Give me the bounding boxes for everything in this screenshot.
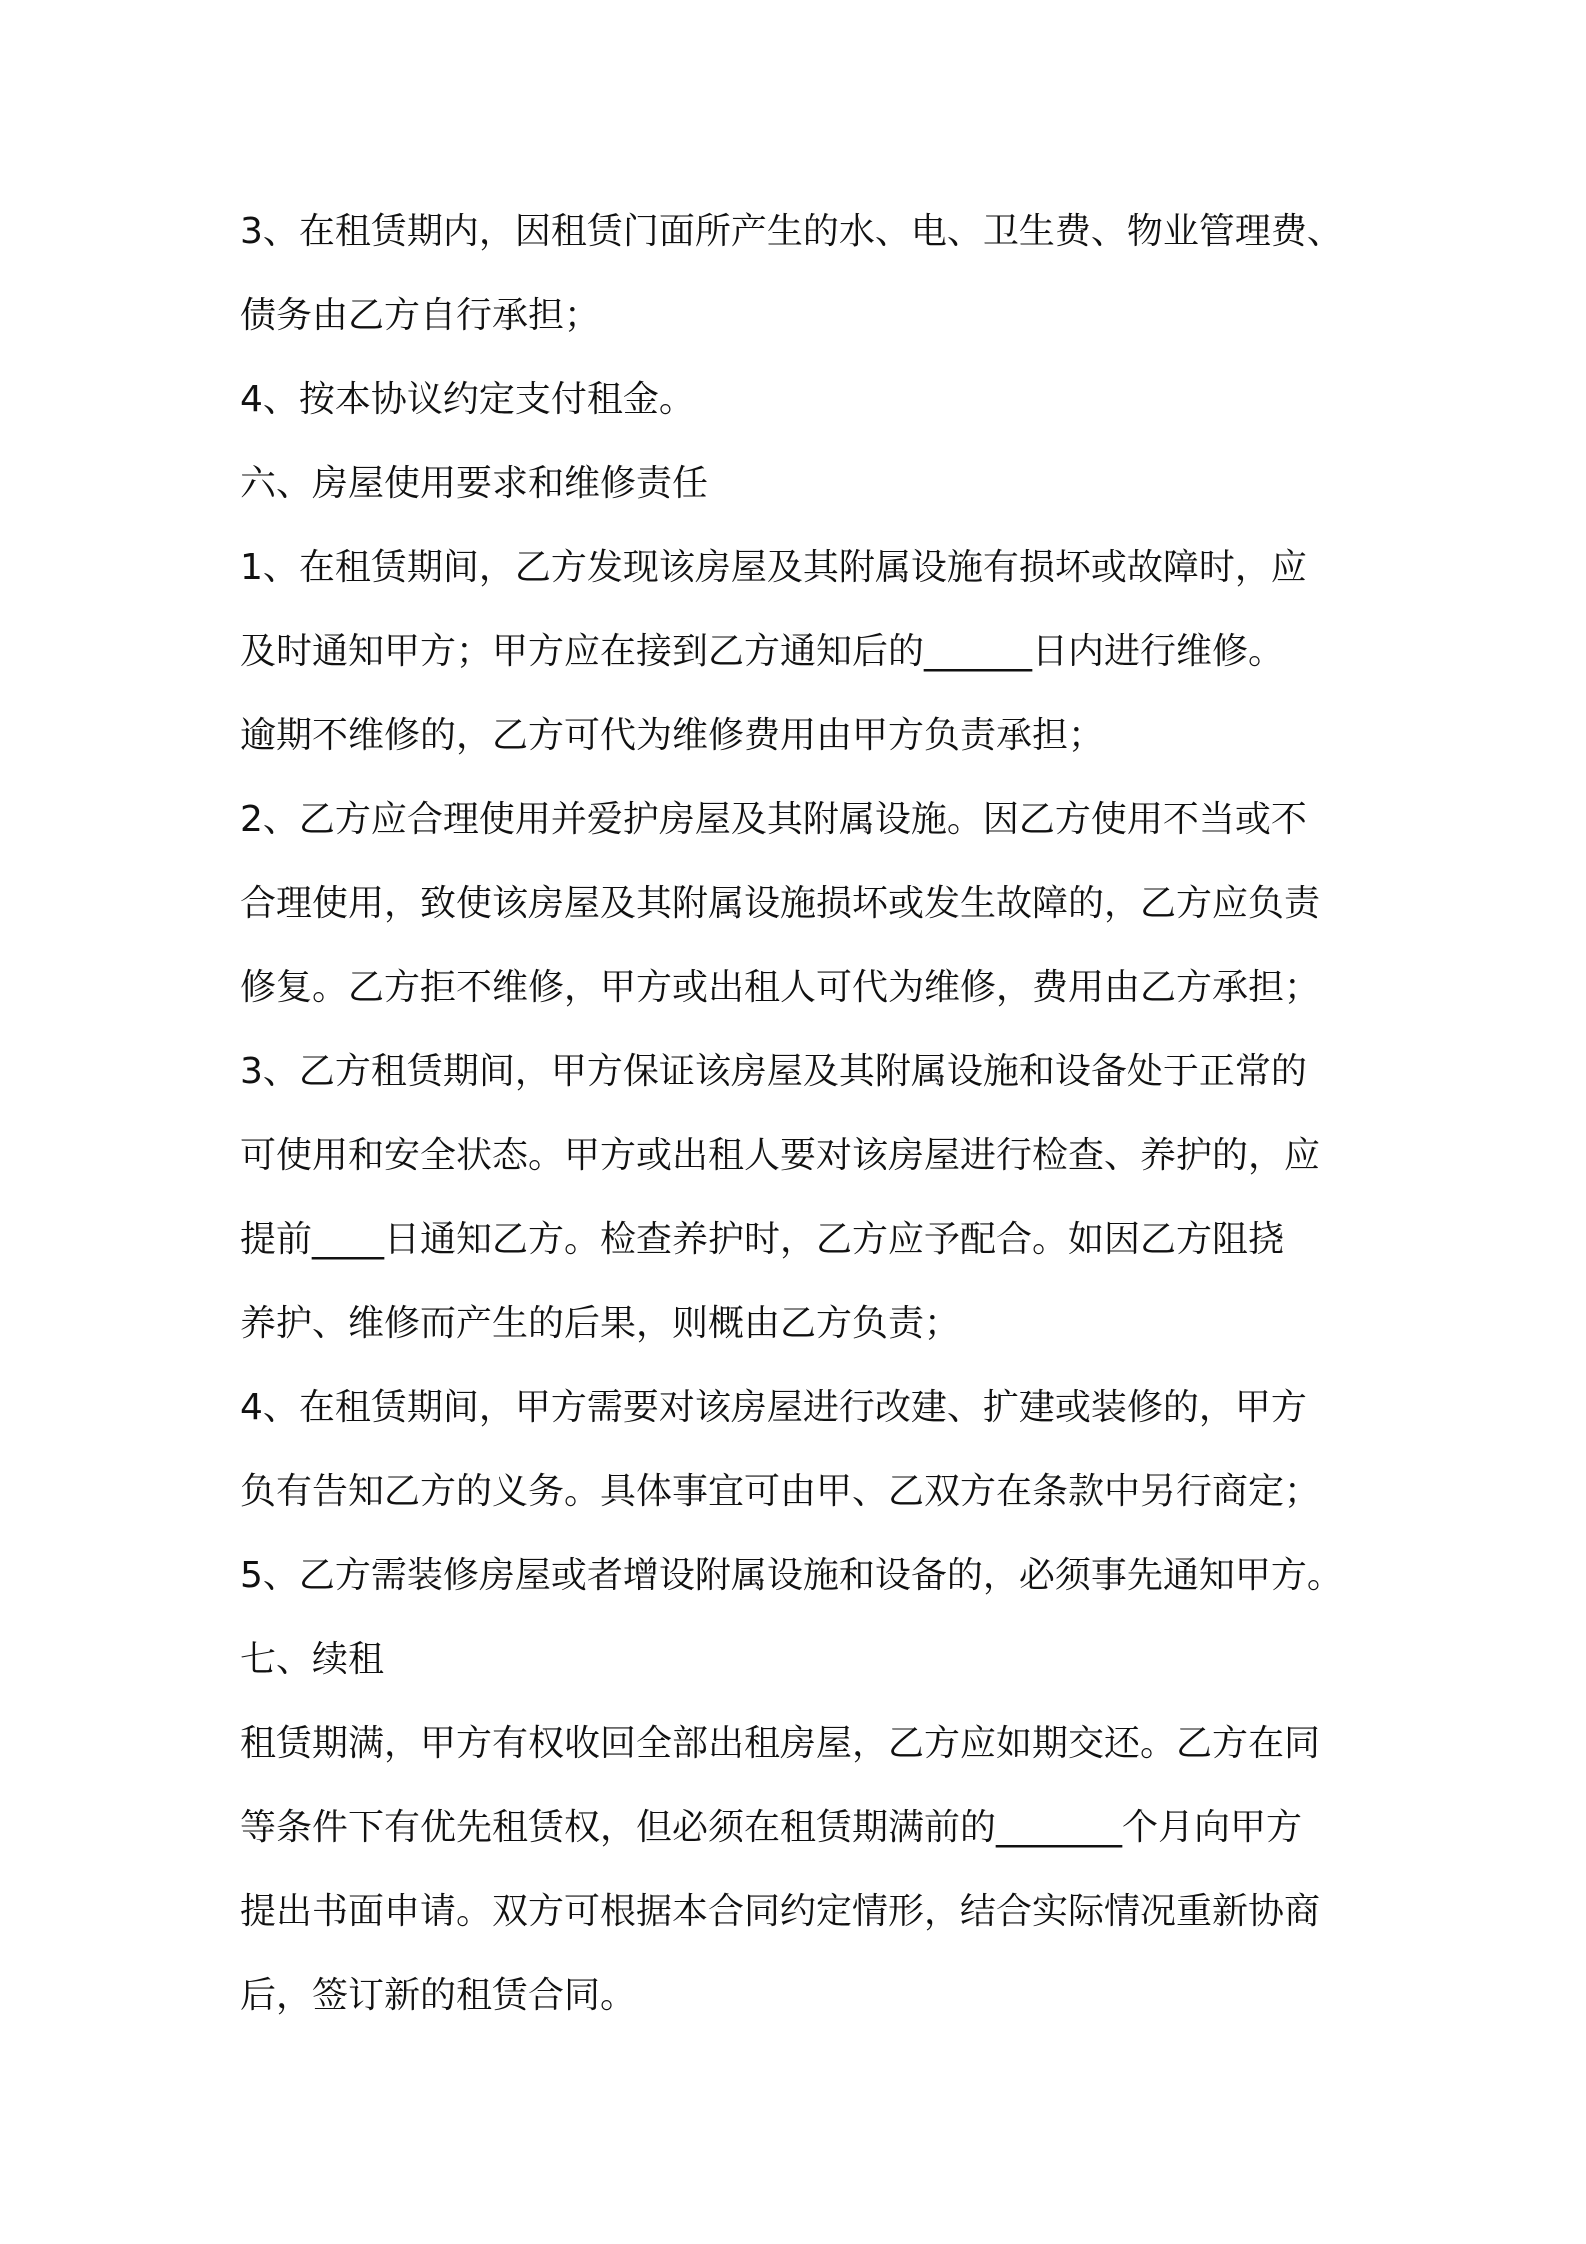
text-line: 可使用和安全状态。甲方或出租人要对该房屋进行检查、养护的，应 (240, 1135, 1321, 1176)
text-line: 养护、维修而产生的后果，则概由乙方负责； (240, 1303, 961, 1344)
text-line: 2、乙方应合理使用并爱护房屋及其附属设施。因乙方使用不当或不 (240, 799, 1307, 840)
section-heading: 七、续租 (240, 1639, 385, 1680)
text-line: 4、按本协议约定支付租金。 (240, 379, 695, 420)
text-line: 修复。乙方拒不维修，甲方或出租人可代为维修，费用由乙方承担； (240, 967, 1321, 1008)
text-line: 4、在租赁期间，甲方需要对该房屋进行改建、扩建或装修的，甲方 (240, 1387, 1307, 1428)
text-line: 等条件下有优先租赁权，但必须在租赁期满前的_______个月向甲方 (240, 1807, 1303, 1848)
text-line: 负有告知乙方的义务。具体事宜可由甲、乙双方在条款中另行商定； (240, 1471, 1321, 1512)
text-line: 5、乙方需装修房屋或者增设附属设施和设备的，必须事先通知甲方。 (240, 1555, 1343, 1596)
text-line: 债务由乙方自行承担； (240, 295, 601, 336)
text-line: 后，签订新的租赁合同。 (240, 1975, 637, 2016)
text-line: 提前____日通知乙方。检查养护时，乙方应予配合。如因乙方阻挠 (240, 1219, 1285, 1260)
text-line: 逾期不维修的，乙方可代为维修费用由甲方负责承担； (240, 715, 1105, 756)
text-line: 合理使用，致使该房屋及其附属设施损坏或发生故障的，乙方应负责 (240, 883, 1321, 924)
text-line: 3、乙方租赁期间，甲方保证该房屋及其附属设施和设备处于正常的 (240, 1051, 1307, 1092)
text-line: 及时通知甲方；甲方应在接到乙方通知后的______日内进行维修。 (240, 631, 1285, 672)
section-heading: 六、房屋使用要求和维修责任 (240, 463, 709, 504)
text-line: 3、在租赁期内，因租赁门面所产生的水、电、卫生费、物业管理费、 (240, 211, 1343, 252)
text-line: 提出书面申请。双方可根据本合同约定情形，结合实际情况重新协商 (240, 1891, 1321, 1932)
text-line: 租赁期满，甲方有权收回全部出租房屋，乙方应如期交还。乙方在同 (240, 1723, 1321, 1764)
text-line: 1、在租赁期间，乙方发现该房屋及其附属设施有损坏或故障时，应 (240, 547, 1307, 588)
